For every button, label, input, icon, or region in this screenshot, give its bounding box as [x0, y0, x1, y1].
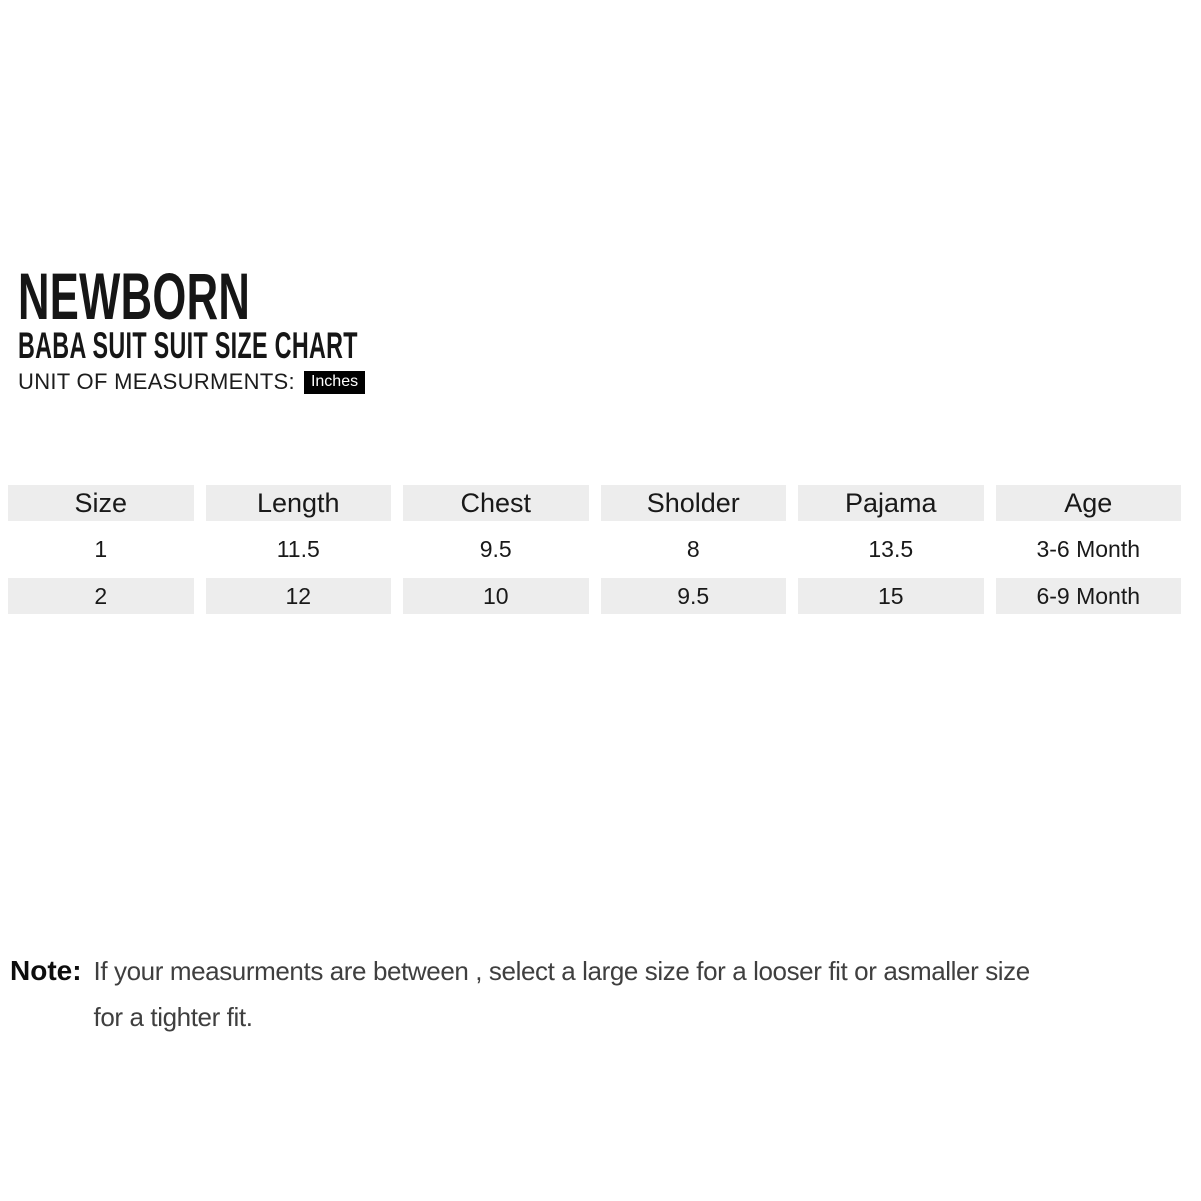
column-header-sholder: Sholder	[601, 485, 787, 521]
cell-row1-length: 11.5	[276, 536, 320, 562]
cell-row1-size: 1	[94, 536, 108, 562]
column-header-length: Length	[206, 485, 392, 521]
cell-row2-sholder: 9.5	[601, 578, 787, 614]
unit-value-badge: Inches	[304, 371, 365, 394]
cell-row2-pajama: 15	[798, 578, 984, 614]
header-block	[18, 259, 557, 395]
page-subtitle: BABA SUIT SUIT SIZE CHART	[18, 325, 358, 366]
subtitle-row	[18, 327, 557, 365]
note-block	[10, 948, 1195, 1040]
column-header-chest: Chest	[403, 485, 589, 521]
column-header-pajama: Pajama	[798, 485, 984, 521]
unit-of-measurement-row	[18, 369, 557, 395]
cell-row2-chest: 10	[403, 578, 589, 614]
cell-row1-chest: 9.5	[479, 536, 512, 562]
title-row	[18, 259, 557, 333]
page-title: NEWBORN	[18, 259, 251, 333]
cell-row2-length: 12	[206, 578, 392, 614]
cell-row1-age: 3-6 Month	[1036, 536, 1141, 562]
cell-row2-age: 6-9 Month	[996, 578, 1182, 614]
note-label: Note:	[10, 955, 82, 986]
size-chart-table	[8, 485, 1181, 614]
cell-row2-size: 2	[8, 578, 194, 614]
unit-label: UNIT OF MEASURMENTS:	[18, 369, 295, 394]
note-line-2: for a tighter fit.	[93, 1002, 253, 1032]
note-line-1: If your measurments are between , select a large size for a looser fit or asmaller size	[93, 956, 1030, 986]
column-header-age: Age	[996, 485, 1182, 521]
cell-row1-pajama: 13.5	[868, 536, 914, 562]
column-header-size: Size	[8, 485, 194, 521]
note-text	[94, 948, 1030, 1040]
cell-row1-sholder: 8	[686, 536, 700, 562]
